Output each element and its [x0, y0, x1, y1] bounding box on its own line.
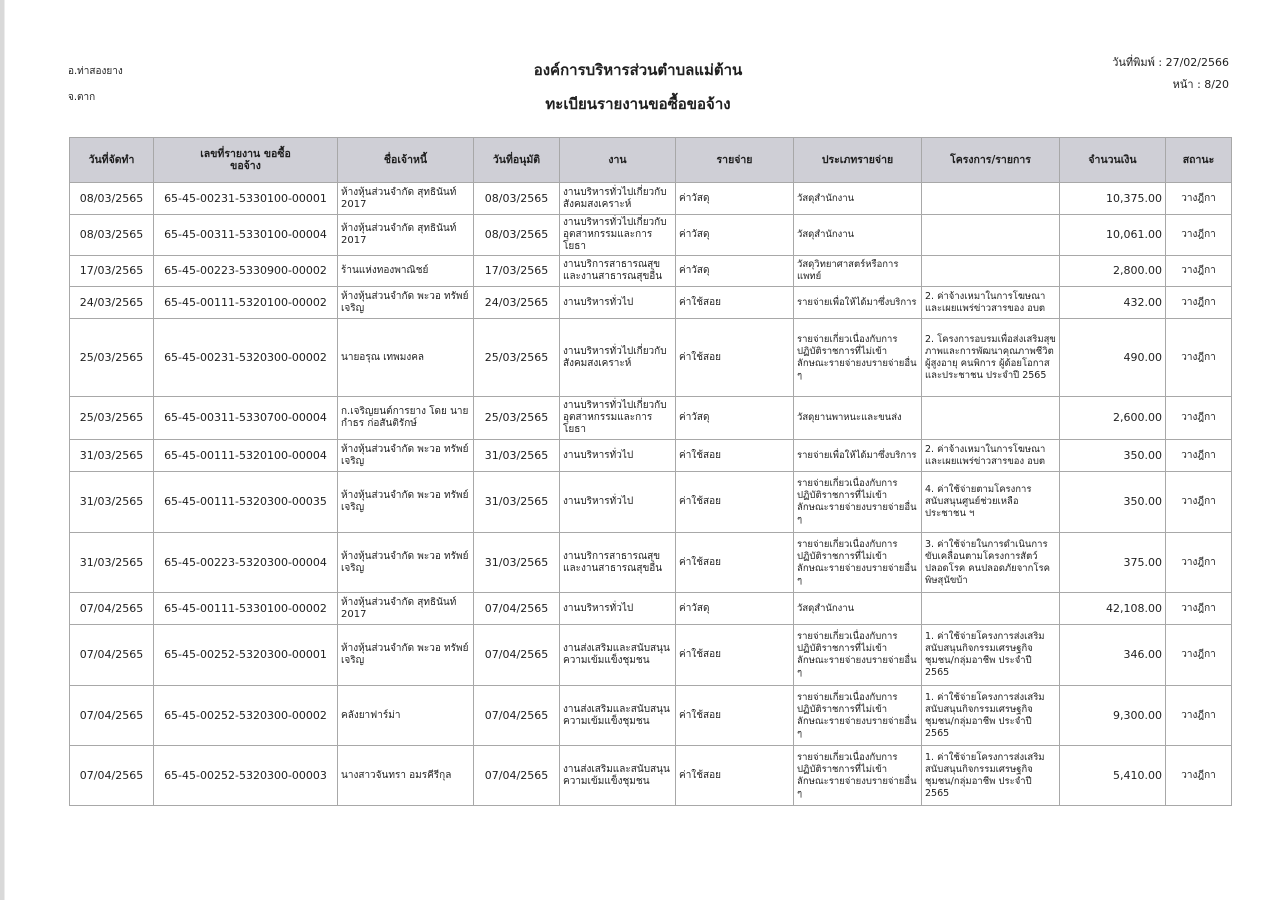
row-approve-date: 07/04/2565: [474, 746, 560, 806]
row-creditor: ห้างหุ้นส่วนจำกัด สุทธินันท์ 2017: [338, 215, 474, 256]
page-number: หน้า : 8/20: [1172, 78, 1229, 91]
row-project: [922, 593, 1060, 625]
row-expense-type: วัสดุวิทยาศาสตร์หรือการแพทย์: [794, 256, 922, 287]
row-status: วางฎีกา: [1166, 183, 1232, 215]
report-title: ทะเบียนรายงานขอซื้อขอจ้าง: [545, 95, 731, 113]
row-creditor: ห้างหุ้นส่วนจำกัด พะวอ ทรัพย์เจริญ: [338, 472, 474, 533]
row-creditor: ร้านแห่งทองพาณิชย์: [338, 256, 474, 287]
row-status: วางฎีกา: [1166, 686, 1232, 746]
row-amount: 2,600.00: [1060, 397, 1166, 440]
row-expense: ค่าวัสดุ: [676, 256, 794, 287]
row-report-no: 65-45-00111-5320300-00035: [154, 472, 338, 533]
col-header-expense-type: ประเภทรายจ่าย: [794, 138, 922, 183]
row-status: วางฎีกา: [1166, 256, 1232, 287]
table-row: [70, 746, 1232, 806]
col-header-approve-date: วันที่อนุมัติ: [474, 138, 560, 183]
row-report-no: 65-45-00231-5320300-00002: [154, 319, 338, 397]
row-report-no: 65-45-00311-5330100-00004: [154, 215, 338, 256]
row-status: วางฎีกา: [1166, 472, 1232, 533]
row-amount: 9,300.00: [1060, 686, 1166, 746]
row-date: 31/03/2565: [70, 440, 154, 472]
row-creditor: ก.เจริญยนต์การยาง โดย นายกำธร ก่อสันติรักษ์: [338, 397, 474, 440]
row-expense-type: วัสดุสำนักงาน: [794, 215, 922, 256]
col-header-amount: จำนวนเงิน: [1060, 138, 1166, 183]
table-row: [70, 256, 1232, 287]
row-amount: 350.00: [1060, 440, 1166, 472]
row-report-no: 65-45-00223-5330900-00002: [154, 256, 338, 287]
row-approve-date: 08/03/2565: [474, 215, 560, 256]
row-approve-date: 24/03/2565: [474, 287, 560, 319]
row-expense-type: รายจ่ายเกี่ยวเนื่องกับการปฏิบัติราชการที่ไม่เข้าลักษณะรายจ่ายงบรายจ่ายอื่น ๆ: [794, 533, 922, 593]
row-expense: ค่าวัสดุ: [676, 215, 794, 256]
row-project: 3. ค่าใช้จ่ายในการดำเนินการขับเคลื่อนตามโครงการสัตว์ปลอดโรค คนปลอดภัยจากโรคพิษสุนัขบ้า: [922, 533, 1060, 593]
row-creditor: คลังยาฟาร์ม่า: [338, 686, 474, 746]
page-left-edge: [0, 0, 4, 900]
row-date: 08/03/2565: [70, 183, 154, 215]
col-header-status: สถานะ: [1166, 138, 1232, 183]
row-expense-type: รายจ่ายเพื่อให้ได้มาซึ่งบริการ: [794, 440, 922, 472]
row-status: วางฎีกา: [1166, 319, 1232, 397]
table-row: [70, 319, 1232, 397]
row-expense: ค่าวัสดุ: [676, 183, 794, 215]
row-date: 24/03/2565: [70, 287, 154, 319]
row-work: งานส่งเสริมและสนับสนุนความเข้มแข็งชุมชน: [560, 625, 676, 686]
row-status: วางฎีกา: [1166, 625, 1232, 686]
row-approve-date: 31/03/2565: [474, 472, 560, 533]
row-expense: ค่าวัสดุ: [676, 397, 794, 440]
row-amount: 350.00: [1060, 472, 1166, 533]
row-work: งานบริหารทั่วไปเกี่ยวกับสังคมสงเคราะห์: [560, 319, 676, 397]
row-status: วางฎีกา: [1166, 397, 1232, 440]
row-status: วางฎีกา: [1166, 215, 1232, 256]
row-amount: 5,410.00: [1060, 746, 1166, 806]
row-creditor: ห้างหุ้นส่วนจำกัด สุทธินันท์ 2017: [338, 183, 474, 215]
register-table: [69, 137, 1232, 806]
row-amount: 346.00: [1060, 625, 1166, 686]
row-project: [922, 183, 1060, 215]
table-row: [70, 625, 1232, 686]
table-row: [70, 440, 1232, 472]
col-header-work: งาน: [560, 138, 676, 183]
row-work: งานบริหารทั่วไปเกี่ยวกับอุตสาหกรรมและการโยธา: [560, 215, 676, 256]
row-expense-type: วัสดุสำนักงาน: [794, 183, 922, 215]
row-expense: ค่าใช้สอย: [676, 440, 794, 472]
row-work: งานบริหารทั่วไปเกี่ยวกับอุตสาหกรรมและการโยธา: [560, 397, 676, 440]
row-approve-date: 07/04/2565: [474, 625, 560, 686]
row-date: 31/03/2565: [70, 472, 154, 533]
row-approve-date: 17/03/2565: [474, 256, 560, 287]
row-expense: ค่าใช้สอย: [676, 319, 794, 397]
row-expense-type: รายจ่ายเพื่อให้ได้มาซึ่งบริการ: [794, 287, 922, 319]
table-row: [70, 472, 1232, 533]
row-expense: ค่าใช้สอย: [676, 533, 794, 593]
row-approve-date: 31/03/2565: [474, 440, 560, 472]
province-label: จ.ตาก: [68, 92, 96, 103]
row-project: 4. ค่าใช้จ่ายตามโครงการสนับสนุนศูนย์ช่วยเหลือประชาชน ฯ: [922, 472, 1060, 533]
row-date: 07/04/2565: [70, 686, 154, 746]
row-project: 1. ค่าใช้จ่ายโครงการส่งเสริมสนับสนุนกิจกรรมเศรษฐกิจชุมชน/กลุ่มอาชีพ ประจำปี 2565: [922, 746, 1060, 806]
row-report-no: 65-45-00111-5320100-00004: [154, 440, 338, 472]
row-creditor: นางสาวจันทรา อมรคีรีกุล: [338, 746, 474, 806]
row-expense-type: รายจ่ายเกี่ยวเนื่องกับการปฏิบัติราชการที่ไม่เข้าลักษณะรายจ่ายงบรายจ่ายอื่น ๆ: [794, 686, 922, 746]
row-expense: ค่าใช้สอย: [676, 287, 794, 319]
row-work: งานบริหารทั่วไป: [560, 472, 676, 533]
table-row: [70, 287, 1232, 319]
table-row: [70, 593, 1232, 625]
row-approve-date: 07/04/2565: [474, 593, 560, 625]
row-expense: ค่าใช้สอย: [676, 472, 794, 533]
row-creditor: ห้างหุ้นส่วนจำกัด พะวอ ทรัพย์เจริญ: [338, 533, 474, 593]
row-report-no: 65-45-00252-5320300-00002: [154, 686, 338, 746]
table-row: [70, 686, 1232, 746]
row-amount: 42,108.00: [1060, 593, 1166, 625]
table-row: [70, 533, 1232, 593]
row-work: งานบริหารทั่วไป: [560, 593, 676, 625]
row-report-no: 65-45-00111-5320100-00002: [154, 287, 338, 319]
row-expense: ค่าใช้สอย: [676, 686, 794, 746]
row-expense-type: รายจ่ายเกี่ยวเนื่องกับการปฏิบัติราชการที่ไม่เข้าลักษณะรายจ่ายงบรายจ่ายอื่น ๆ: [794, 746, 922, 806]
row-creditor: นายอรุณ เทพมงคล: [338, 319, 474, 397]
row-date: 25/03/2565: [70, 397, 154, 440]
col-header-project: โครงการ/รายการ: [922, 138, 1060, 183]
row-approve-date: 25/03/2565: [474, 319, 560, 397]
row-expense-type: วัสดุยานพาหนะและขนส่ง: [794, 397, 922, 440]
row-work: งานบริการสาธารณสุขและงานสาธารณสุขอื่น: [560, 533, 676, 593]
row-approve-date: 07/04/2565: [474, 686, 560, 746]
row-creditor: ห้างหุ้นส่วนจำกัด สุทธินันท์ 2017: [338, 593, 474, 625]
row-amount: 490.00: [1060, 319, 1166, 397]
row-status: วางฎีกา: [1166, 440, 1232, 472]
row-project: 1. ค่าใช้จ่ายโครงการส่งเสริมสนับสนุนกิจกรรมเศรษฐกิจชุมชน/กลุ่มอาชีพ ประจำปี 2565: [922, 625, 1060, 686]
row-project: 2. ค่าจ้างเหมาในการโฆษณาและเผยแพร่ข่าวสารของ อบต: [922, 287, 1060, 319]
row-date: 07/04/2565: [70, 625, 154, 686]
row-project: 2. ค่าจ้างเหมาในการโฆษณาและเผยแพร่ข่าวสารของ อบต: [922, 440, 1060, 472]
row-status: วางฎีกา: [1166, 593, 1232, 625]
row-report-no: 65-45-00252-5320300-00001: [154, 625, 338, 686]
row-date: 07/04/2565: [70, 746, 154, 806]
row-report-no: 65-45-00111-5330100-00002: [154, 593, 338, 625]
row-amount: 10,061.00: [1060, 215, 1166, 256]
row-work: งานส่งเสริมและสนับสนุนความเข้มแข็งชุมชน: [560, 746, 676, 806]
row-date: 25/03/2565: [70, 319, 154, 397]
row-expense: ค่าวัสดุ: [676, 593, 794, 625]
row-creditor: ห้างหุ้นส่วนจำกัด พะวอ ทรัพย์เจริญ: [338, 625, 474, 686]
row-project: [922, 397, 1060, 440]
row-amount: 2,800.00: [1060, 256, 1166, 287]
row-approve-date: 08/03/2565: [474, 183, 560, 215]
org-name: องค์การบริหารส่วนตำบลแม่ต้าน: [533, 61, 743, 79]
row-report-no: 65-45-00223-5320300-00004: [154, 533, 338, 593]
table-row: [70, 183, 1232, 215]
district-label: อ.ท่าสองยาง: [68, 66, 123, 77]
row-amount: 10,375.00: [1060, 183, 1166, 215]
row-expense-type: รายจ่ายเกี่ยวเนื่องกับการปฏิบัติราชการที่ไม่เข้าลักษณะรายจ่ายงบรายจ่ายอื่น ๆ: [794, 625, 922, 686]
row-status: วางฎีกา: [1166, 287, 1232, 319]
row-approve-date: 25/03/2565: [474, 397, 560, 440]
row-work: งานบริหารทั่วไป: [560, 440, 676, 472]
row-amount: 432.00: [1060, 287, 1166, 319]
col-header-date: วันที่จัดทำ: [70, 138, 154, 183]
print-date: วันที่พิมพ์ : 27/02/2566: [1112, 56, 1229, 69]
row-project: [922, 256, 1060, 287]
table-row: [70, 215, 1232, 256]
row-expense-type: รายจ่ายเกี่ยวเนื่องกับการปฏิบัติราชการที่ไม่เข้าลักษณะรายจ่ายงบรายจ่ายอื่น ๆ: [794, 472, 922, 533]
row-date: 31/03/2565: [70, 533, 154, 593]
row-report-no: 65-45-00231-5330100-00001: [154, 183, 338, 215]
row-status: วางฎีกา: [1166, 746, 1232, 806]
row-date: 07/04/2565: [70, 593, 154, 625]
col-header-creditor: ชื่อเจ้าหนี้: [338, 138, 474, 183]
row-work: งานบริหารทั่วไปเกี่ยวกับสังคมสงเคราะห์: [560, 183, 676, 215]
row-expense: ค่าใช้สอย: [676, 625, 794, 686]
col-header-expense: รายจ่าย: [676, 138, 794, 183]
row-report-no: 65-45-00252-5320300-00003: [154, 746, 338, 806]
row-work: งานส่งเสริมและสนับสนุนความเข้มแข็งชุมชน: [560, 686, 676, 746]
row-work: งานบริหารทั่วไป: [560, 287, 676, 319]
row-creditor: ห้างหุ้นส่วนจำกัด พะวอ ทรัพย์เจริญ: [338, 287, 474, 319]
row-date: 17/03/2565: [70, 256, 154, 287]
row-project: [922, 215, 1060, 256]
row-expense-type: รายจ่ายเกี่ยวเนื่องกับการปฏิบัติราชการที่ไม่เข้าลักษณะรายจ่ายงบรายจ่ายอื่น ๆ: [794, 319, 922, 397]
row-work: งานบริการสาธารณสุขและงานสาธารณสุขอื่น: [560, 256, 676, 287]
row-approve-date: 31/03/2565: [474, 533, 560, 593]
row-status: วางฎีกา: [1166, 533, 1232, 593]
row-expense-type: วัสดุสำนักงาน: [794, 593, 922, 625]
table-row: [70, 397, 1232, 440]
row-report-no: 65-45-00311-5330700-00004: [154, 397, 338, 440]
row-expense: ค่าใช้สอย: [676, 746, 794, 806]
row-creditor: ห้างหุ้นส่วนจำกัด พะวอ ทรัพย์เจริญ: [338, 440, 474, 472]
table-header-row: [70, 138, 1232, 183]
row-project: 1. ค่าใช้จ่ายโครงการส่งเสริมสนับสนุนกิจกรรมเศรษฐกิจชุมชน/กลุ่มอาชีพ ประจำปี 2565: [922, 686, 1060, 746]
row-amount: 375.00: [1060, 533, 1166, 593]
col-header-report-no: เลขที่รายงาน ขอซื้อขอจ้าง: [154, 138, 338, 183]
row-date: 08/03/2565: [70, 215, 154, 256]
row-project: 2. โครงการอบรมเพื่อส่งเสริมสุขภาพและการพัฒนาคุณภาพชีวิตผู้สูงอายุ คนพิการ ผู้ด้อยโอกาส และประชาชน ประจำปี 2565: [922, 319, 1060, 397]
